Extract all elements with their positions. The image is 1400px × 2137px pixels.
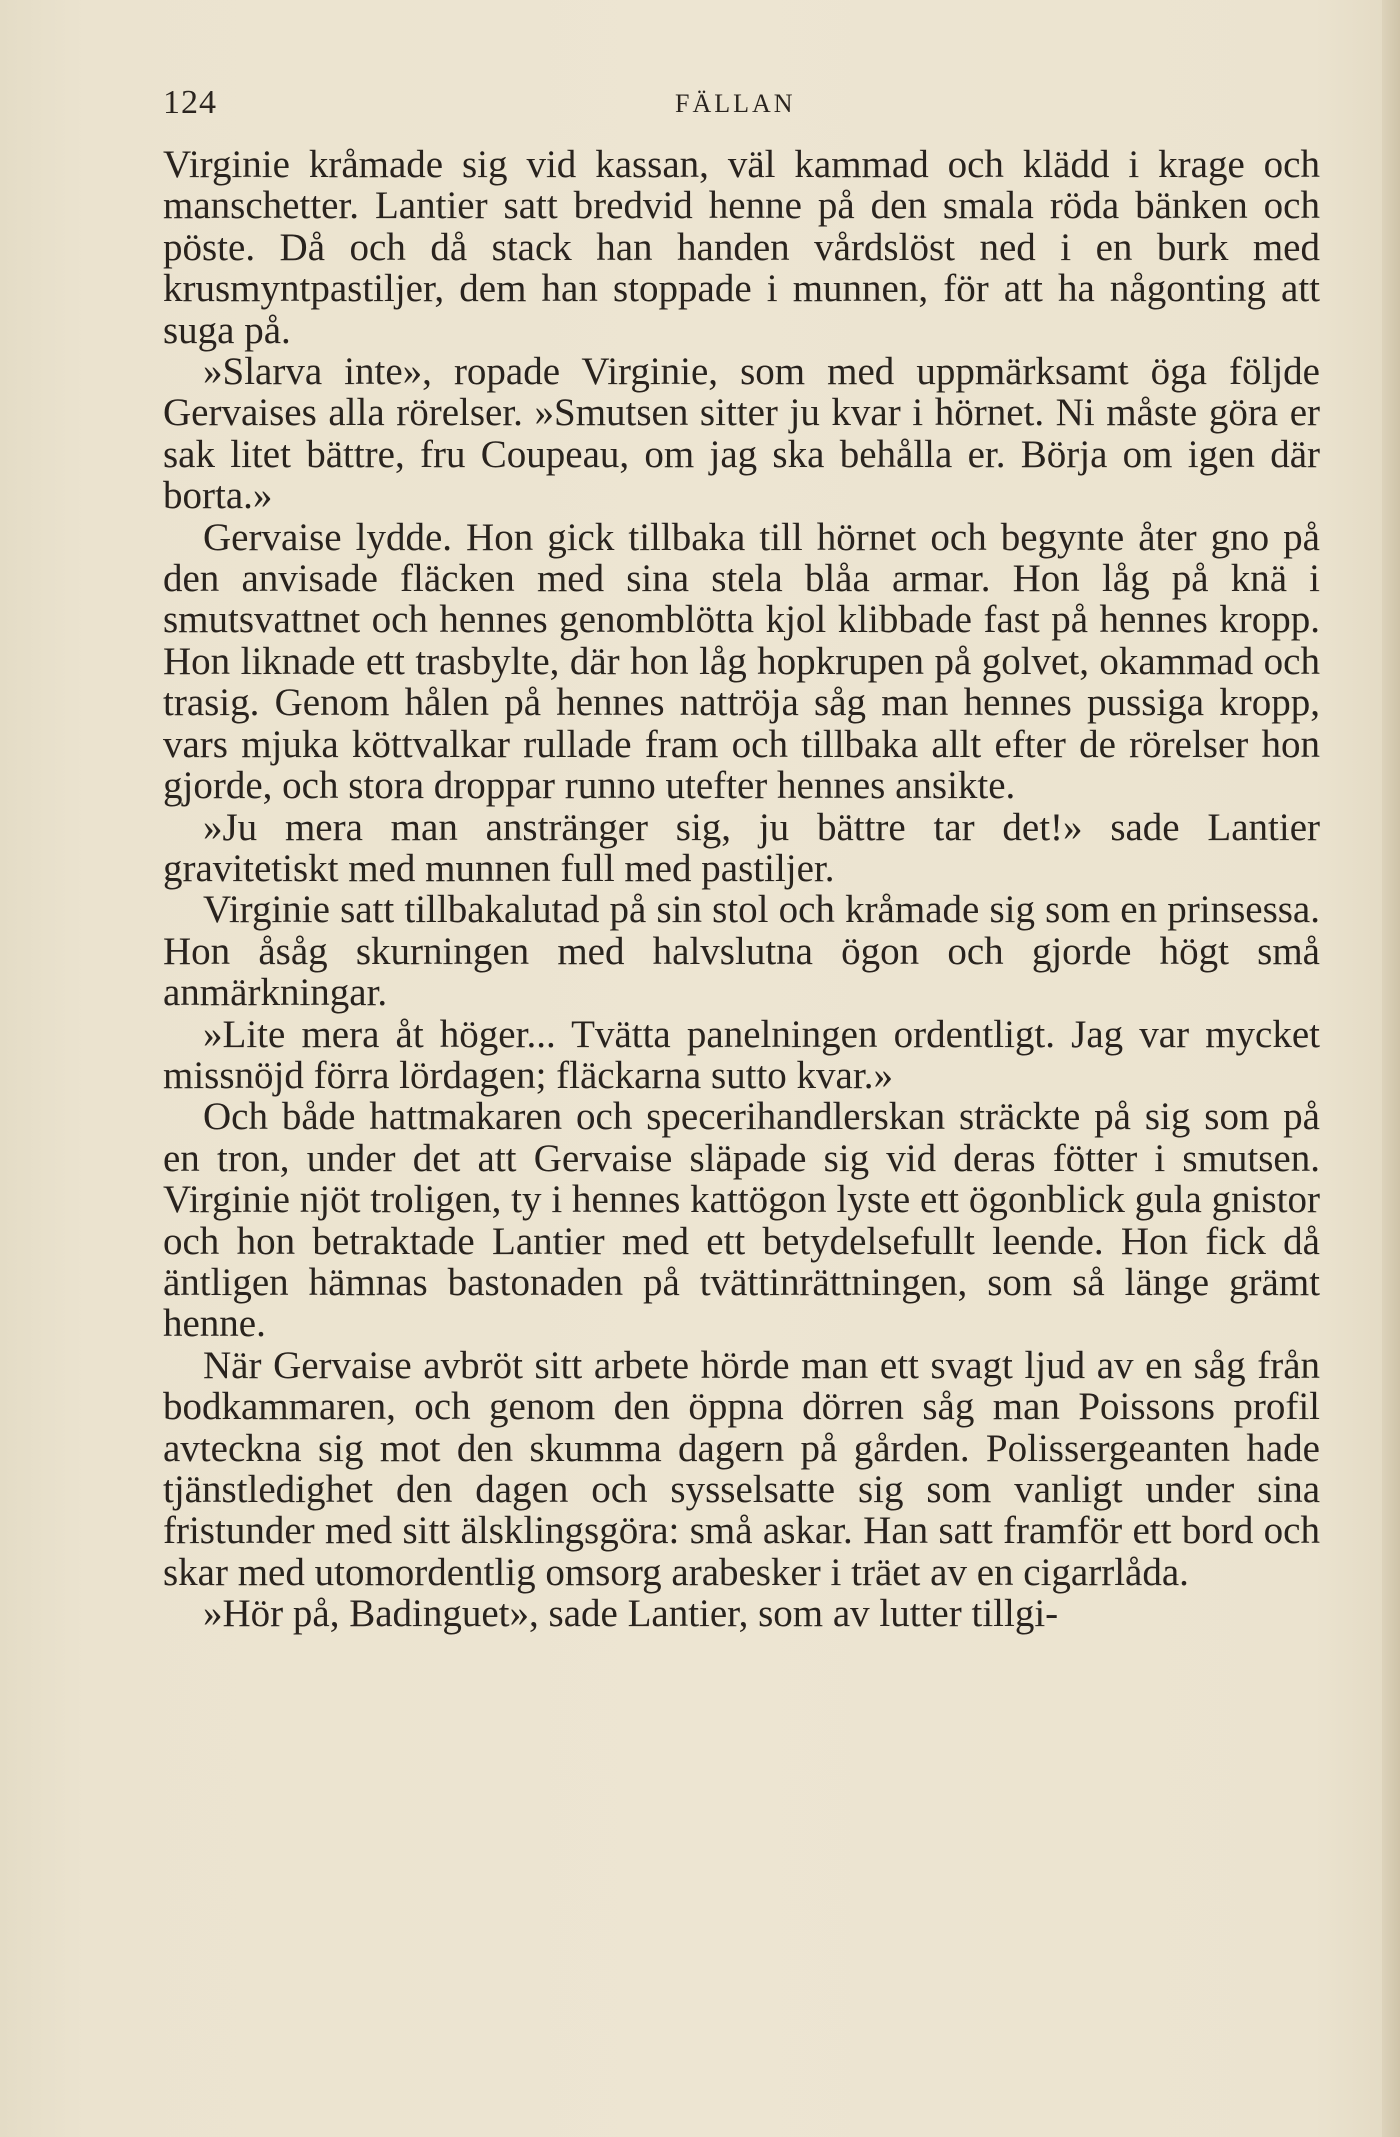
paragraph: Virginie satt tillbakalutad på sin stol och kråmade sig som en prinsessa. Hon åsåg skurningen med halvslutna ögon och gjorde högt små anmärkningar.	[163, 888, 1320, 1015]
paragraph: När Gervaise avbröt sitt arbete hörde man ett svagt ljud av en såg från bodkammaren, och genom den öppna dörren såg man Poissons profil avteckna sig mot den skumma dagern på gården. Polissergeanten hade tjänstledighet den dagen och sysselsatte sig som vanligt under sina fristunder med sitt älsklingsgöra: små askar. Han satt framför ett bord och skar med utomordentlig omsorg arabesker i träet av en cigarrlåda.	[163, 1343, 1320, 1594]
page-edge	[1382, 0, 1400, 2137]
paragraph: »Hör på, Badinguet», sade Lantier, som av lutter tillgi-	[203, 1592, 1059, 1636]
running-title: FÄLLAN	[675, 89, 796, 118]
paragraph: »Slarva inte», ropade Virginie, som med uppmärksamt öga följde Gervaises alla rörelser. »Smutsen sitter ju kvar i hörnet. Ni måste göra er sak litet bättre, fru Coupeau, om jag ska behålla er. Börja om igen där borta.»	[163, 350, 1320, 518]
paragraph: »Ju mera man anstränger sig, ju bättre tar det!» sade Lantier gravitetiskt med munnen full med pastiljer.	[163, 805, 1320, 890]
page-header	[163, 84, 1320, 124]
paragraph: Gervaise lydde. Hon gick tillbaka till hörnet och begynte åter gno på den anvisade fläcken med sina stela blåa armar. Hon låg på knä i smutsvattnet och hennes genomblötta kjol klibbade fast på hennes kropp. Hon liknade ett trasbylte, där hon låg hopkrupen på golvet, okammad och trasig. Genom hålen på hennes nattröja såg man hennes pussiga kropp, vars mjuka köttvalkar rullade fram och tillbaka allt efter de rörelser hon gjorde, och stora droppar runno utefter hennes ansikte.	[163, 515, 1320, 808]
paragraph: Virginie kråmade sig vid kassan, väl kammad och klädd i krage och manschetter. Lantier satt bredvid henne på den smala röda bänken och pöste. Då och då stack han handen vårdslöst ned i en burk med krusmyntpastiljer, dem han stoppade i munnen, för att ha någonting att suga på.	[163, 143, 1320, 352]
paragraph: Och både hattmakaren och specerihandlerskan sträckte på sig som på en tron, under det att Gervaise släpade sig vid deras fötter i smutsen. Virginie njöt troligen, ty i hennes kattögon lyste ett ögonblick gula gnistor och hon betraktade Lantier med ett betydelsefullt leende. Hon fick då äntligen hämnas bastonaden på tvättinrättningen, som så länge grämt henne.	[163, 1095, 1320, 1346]
paragraph: »Lite mera åt höger... Tvätta panelningen ordentligt. Jag var mycket missnöjd förra lördagen; fläckarna sutto kvar.»	[163, 1012, 1320, 1097]
page-number: 124	[163, 84, 217, 121]
body-text	[163, 144, 1320, 1635]
